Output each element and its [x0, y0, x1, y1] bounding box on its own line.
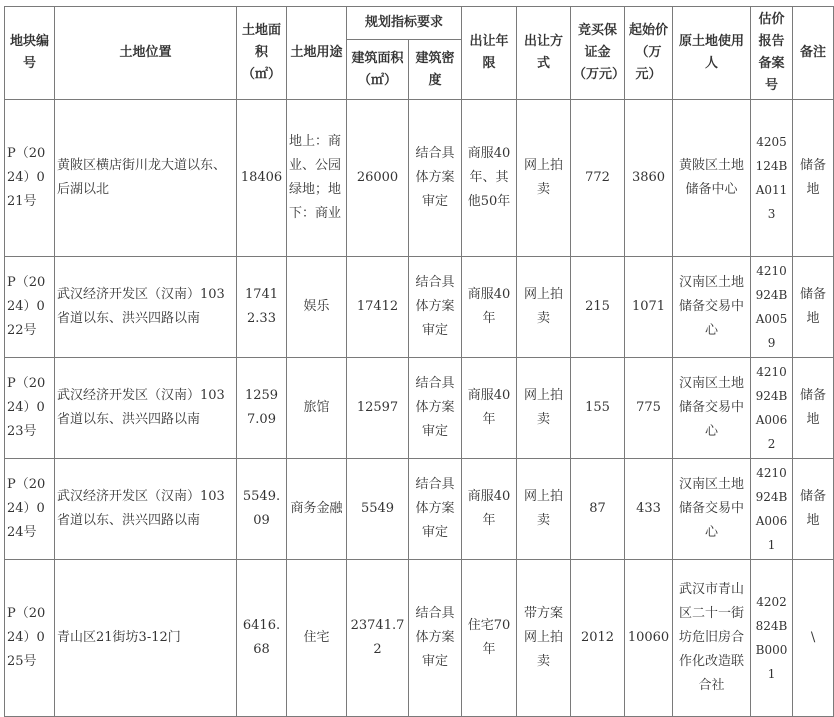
header-location: 土地位置	[55, 7, 237, 100]
cell-appraisal: 4210924BA0062	[751, 358, 793, 459]
cell-appraisal: 4202824BB0001	[751, 560, 793, 717]
cell-density: 结合具体方案审定	[409, 100, 462, 257]
cell-parcel-no: P（2024）024号	[5, 459, 55, 560]
header-area: 土地面积（㎡）	[237, 7, 287, 100]
cell-appraisal: 4210924BA0059	[751, 257, 793, 358]
cell-deposit: 215	[571, 257, 625, 358]
cell-start-price: 433	[625, 459, 673, 560]
cell-original-user: 武汉市青山区二十一街坊危旧房合作化改造联合社	[673, 560, 751, 717]
cell-floor-area: 5549	[347, 459, 409, 560]
cell-floor-area: 12597	[347, 358, 409, 459]
cell-term: 商服40年	[462, 257, 517, 358]
cell-original-user: 汉南区土地储备交易中心	[673, 257, 751, 358]
cell-density: 结合具体方案审定	[409, 560, 462, 717]
cell-deposit: 87	[571, 459, 625, 560]
cell-original-user: 汉南区土地储备交易中心	[673, 459, 751, 560]
cell-term: 商服40年	[462, 459, 517, 560]
header-method: 出让方式	[517, 7, 571, 100]
table-row	[5, 459, 834, 560]
cell-parcel-no: P（2024）022号	[5, 257, 55, 358]
header-density: 建筑密度	[409, 40, 462, 100]
cell-start-price: 10060	[625, 560, 673, 717]
cell-area: 17412.33	[237, 257, 287, 358]
table-row	[5, 358, 834, 459]
header-appraisal: 估价报告备案号	[751, 7, 793, 100]
header-remark: 备注	[793, 7, 834, 100]
cell-area: 12597.09	[237, 358, 287, 459]
cell-remark: 储备地	[793, 459, 834, 560]
cell-start-price: 1071	[625, 257, 673, 358]
table-row	[5, 257, 834, 358]
cell-appraisal: 4205124BA0113	[751, 100, 793, 257]
cell-start-price: 3860	[625, 100, 673, 257]
cell-use: 住宅	[287, 560, 347, 717]
cell-appraisal: 4210924BA0061	[751, 459, 793, 560]
header-term: 出让年限	[462, 7, 517, 100]
cell-area: 6416.68	[237, 560, 287, 717]
header-parcel-no: 地块编号	[5, 7, 55, 100]
cell-parcel-no: P（2024）023号	[5, 358, 55, 459]
cell-parcel-no: P（2024）021号	[5, 100, 55, 257]
cell-floor-area: 23741.72	[347, 560, 409, 717]
cell-term: 商服40年、其他50年	[462, 100, 517, 257]
header-deposit: 竞买保证金（万元）	[571, 7, 625, 100]
cell-use: 商务金融	[287, 459, 347, 560]
cell-floor-area: 26000	[347, 100, 409, 257]
cell-term: 住宅70年	[462, 560, 517, 717]
cell-remark: \	[793, 560, 834, 717]
header-row-1	[5, 7, 834, 40]
table-row	[5, 100, 834, 257]
cell-use: 地上：商业、公园绿地；地下：商业	[287, 100, 347, 257]
cell-location: 青山区21街坊3-12门	[55, 560, 237, 717]
cell-remark: 储备地	[793, 100, 834, 257]
land-auction-table	[4, 6, 834, 717]
header-planning: 规划指标要求	[347, 7, 462, 40]
cell-location: 武汉经济开发区（汉南）103省道以东、洪兴四路以南	[55, 459, 237, 560]
cell-deposit: 2012	[571, 560, 625, 717]
cell-floor-area: 17412	[347, 257, 409, 358]
cell-location: 武汉经济开发区（汉南）103省道以东、洪兴四路以南	[55, 358, 237, 459]
cell-method: 网上拍卖	[517, 100, 571, 257]
cell-use: 旅馆	[287, 358, 347, 459]
cell-location: 黄陂区横店街川龙大道以东、后湖以北	[55, 100, 237, 257]
cell-method: 网上拍卖	[517, 459, 571, 560]
header-original-user: 原土地使用人	[673, 7, 751, 100]
header-floor-area: 建筑面积（㎡）	[347, 40, 409, 100]
table-row	[5, 560, 834, 717]
header-start-price: 起始价（万元）	[625, 7, 673, 100]
cell-density: 结合具体方案审定	[409, 257, 462, 358]
cell-density: 结合具体方案审定	[409, 358, 462, 459]
cell-method: 带方案网上拍卖	[517, 560, 571, 717]
cell-parcel-no: P（2024）025号	[5, 560, 55, 717]
cell-area: 18406	[237, 100, 287, 257]
cell-method: 网上拍卖	[517, 358, 571, 459]
cell-original-user: 汉南区土地储备交易中心	[673, 358, 751, 459]
cell-density: 结合具体方案审定	[409, 459, 462, 560]
cell-remark: 储备地	[793, 358, 834, 459]
cell-method: 网上拍卖	[517, 257, 571, 358]
cell-area: 5549.09	[237, 459, 287, 560]
cell-deposit: 155	[571, 358, 625, 459]
cell-start-price: 775	[625, 358, 673, 459]
cell-location: 武汉经济开发区（汉南）103省道以东、洪兴四路以南	[55, 257, 237, 358]
cell-deposit: 772	[571, 100, 625, 257]
header-use: 土地用途	[287, 7, 347, 100]
cell-use: 娱乐	[287, 257, 347, 358]
cell-original-user: 黄陂区土地储备中心	[673, 100, 751, 257]
cell-remark: 储备地	[793, 257, 834, 358]
cell-term: 商服40年	[462, 358, 517, 459]
